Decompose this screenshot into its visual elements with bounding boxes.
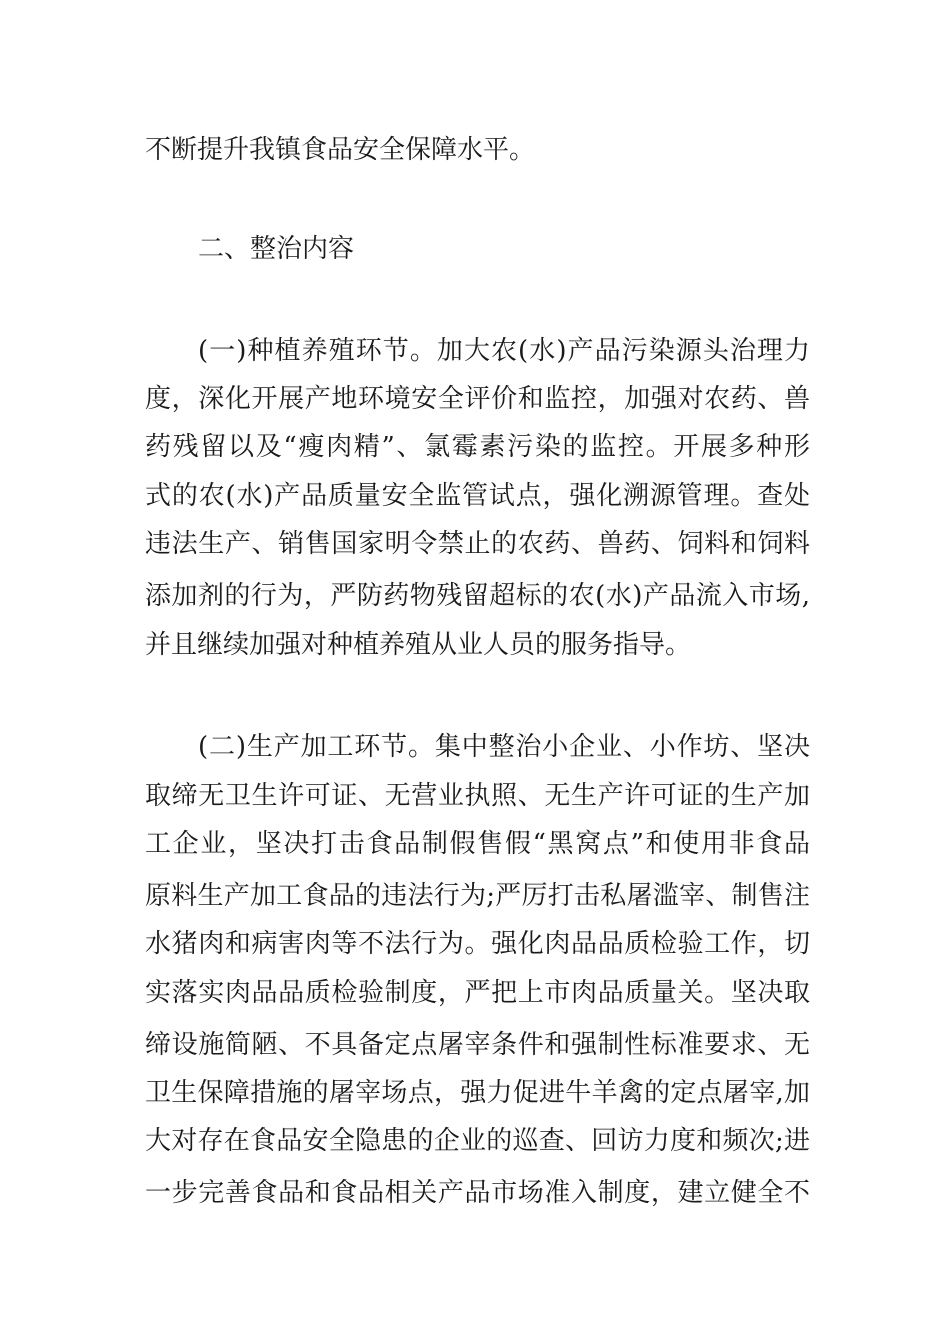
- paragraph-line: 大对存在食品安全隐患的企业的巡查、回访力度和频次;进: [145, 1126, 810, 1156]
- paragraph-line: 不断提升我镇食品安全保障水平。: [145, 135, 536, 165]
- paragraph-line: 缔设施简陋、不具备定点屠宰条件和强制性标准要求、无: [145, 1030, 810, 1060]
- paragraph-line: 药残留以及“瘦肉精”、氯霉素污染的监控。开展多种形: [145, 432, 810, 462]
- paragraph-line: (一)种植养殖环节。加大农(水)产品污染源头治理力: [198, 336, 810, 366]
- section-heading: 二、整治内容: [198, 234, 355, 264]
- paragraph-line: 水猪肉和病害肉等不法行为。强化肉品品质检验工作，切: [145, 929, 810, 959]
- paragraph-line: (二)生产加工环节。集中整治小企业、小作坊、坚决: [198, 732, 810, 762]
- paragraph-line: 原料生产加工食品的违法行为;严厉打击私屠滥宰、制售注: [145, 881, 810, 911]
- paragraph-line: 式的农(水)产品质量安全监管试点，强化溯源管理。查处: [145, 481, 810, 511]
- paragraph-line: 并且继续加强对种植养殖从业人员的服务指导。: [145, 630, 692, 660]
- paragraph-line: 实落实肉品品质检验制度，严把上市肉品质量关。坚决取: [145, 978, 810, 1008]
- paragraph-line: 一步完善食品和食品相关产品市场准入制度，建立健全不: [145, 1178, 810, 1208]
- paragraph-line: 卫生保障措施的屠宰场点，强力促进牛羊禽的定点屠宰,加: [145, 1078, 810, 1108]
- paragraph-line: 违法生产、销售国家明令禁止的农药、兽药、饲料和饲料: [145, 529, 810, 559]
- paragraph-line: 取缔无卫生许可证、无营业执照、无生产许可证的生产加: [145, 781, 810, 811]
- paragraph-line: 工企业，坚决打击食品制假售假“黑窝点”和使用非食品: [145, 829, 810, 859]
- paragraph-line: 度，深化开展产地环境安全评价和监控，加强对农药、兽: [145, 384, 810, 414]
- paragraph-line: 添加剂的行为，严防药物残留超标的农(水)产品流入市场,: [145, 581, 810, 611]
